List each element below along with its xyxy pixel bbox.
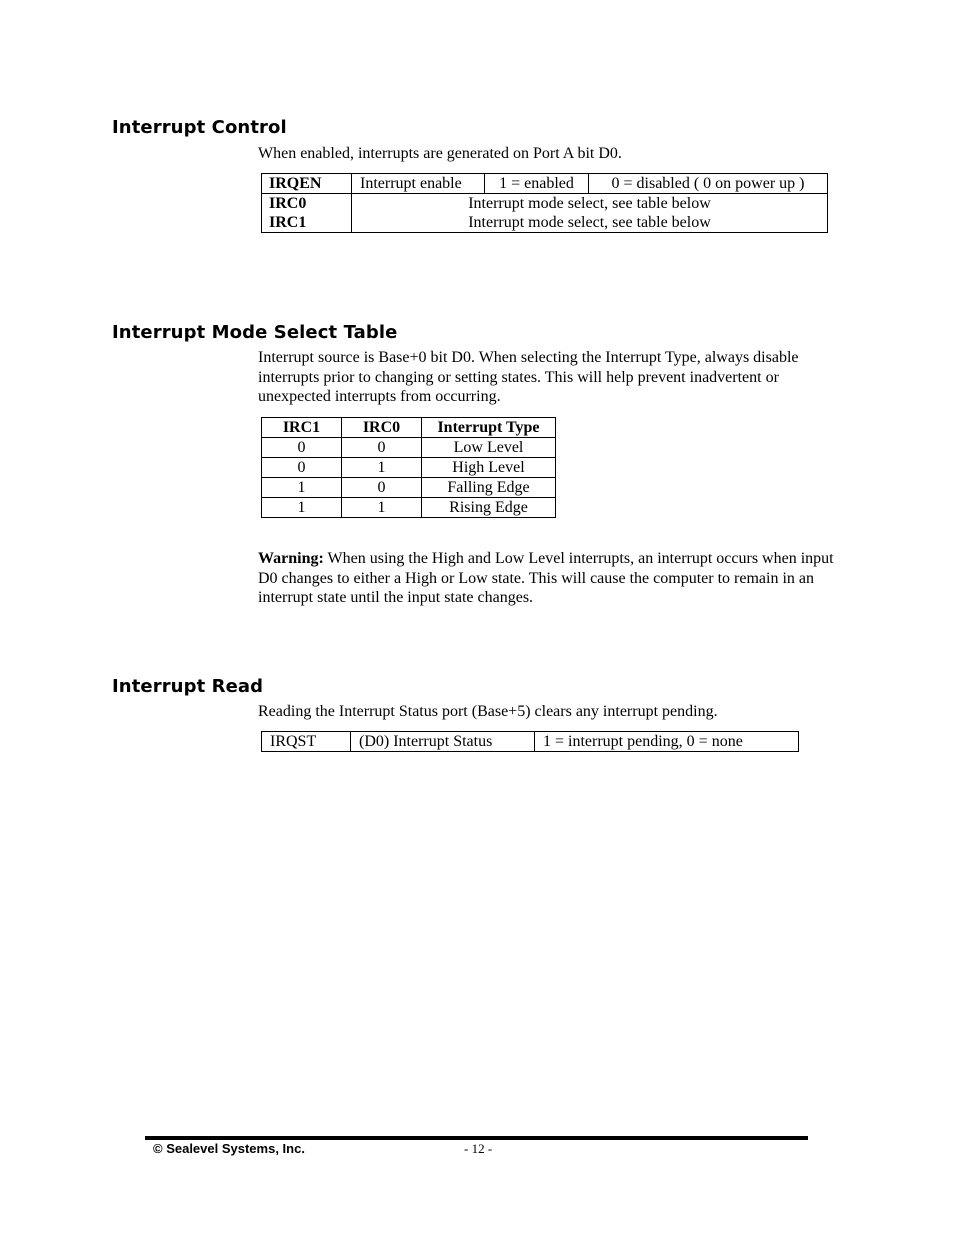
cell: 0 xyxy=(342,478,422,498)
cell: 1 xyxy=(262,498,342,518)
cell: 1 xyxy=(342,458,422,478)
cell: High Level xyxy=(422,458,556,478)
irqst-desc: (D0) Interrupt Status xyxy=(351,732,535,752)
heading-interrupt-read: Interrupt Read xyxy=(112,676,264,697)
irqen-name: IRQEN xyxy=(262,174,352,194)
irc0-desc: Interrupt mode select, see table below xyxy=(352,194,828,214)
warning-text: When using the High and Low Level interrupts, an interrupt occurs when input D0 changes to either a High or Low state. This will cause the computer to remain in an interrupt state until the input state changes. xyxy=(258,550,834,607)
interrupt-mode-intro: Interrupt source is Base+0 bit D0. When selecting the Interrupt Type, always disable interrupts prior to changing or setting states. This will help prevent inadvertent or unexpected interrupts from occurring. xyxy=(258,349,799,406)
interrupt-control-table xyxy=(261,173,828,233)
irc0-name: IRC0 xyxy=(262,194,352,214)
table-row xyxy=(262,458,556,478)
warning-paragraph xyxy=(258,549,848,608)
table-row xyxy=(262,438,556,458)
cell: 1 xyxy=(342,498,422,518)
irqst-name: IRQST xyxy=(262,732,351,752)
irc1-name: IRC1 xyxy=(262,213,352,233)
header-irc1: IRC1 xyxy=(262,418,342,438)
irc1-desc: Interrupt mode select, see table below xyxy=(352,213,828,233)
cell: Rising Edge xyxy=(422,498,556,518)
warning-label: Warning: xyxy=(258,550,324,567)
table-row xyxy=(262,174,828,194)
table-header-row xyxy=(262,418,556,438)
irqen-zero: 0 = disabled ( 0 on power up ) xyxy=(589,174,828,194)
irqen-one: 1 = enabled xyxy=(485,174,589,194)
header-interrupt-type: Interrupt Type xyxy=(422,418,556,438)
cell: Low Level xyxy=(422,438,556,458)
irqen-desc: Interrupt enable xyxy=(352,174,485,194)
interrupt-control-intro: When enabled, interrupts are generated on Port A bit D0. xyxy=(258,145,622,162)
table-row xyxy=(262,213,828,233)
footer-page-number: - 12 - xyxy=(464,1141,493,1156)
interrupt-read-table xyxy=(261,731,799,752)
table-row xyxy=(262,194,828,214)
table-row xyxy=(262,478,556,498)
footer-copyright: © Sealevel Systems, Inc. xyxy=(153,1141,305,1156)
cell: 0 xyxy=(262,438,342,458)
interrupt-mode-table xyxy=(261,417,556,518)
interrupt-read-intro: Reading the Interrupt Status port (Base+5) clears any interrupt pending. xyxy=(258,703,718,720)
table-row xyxy=(262,498,556,518)
cell: 1 xyxy=(262,478,342,498)
header-irc0: IRC0 xyxy=(342,418,422,438)
table-row xyxy=(262,732,799,752)
footer-rule xyxy=(145,1136,808,1140)
cell: Falling Edge xyxy=(422,478,556,498)
heading-interrupt-mode-select: Interrupt Mode Select Table xyxy=(112,322,398,343)
heading-interrupt-control: Interrupt Control xyxy=(112,117,287,138)
irqst-values: 1 = interrupt pending, 0 = none xyxy=(535,732,799,752)
cell: 0 xyxy=(262,458,342,478)
cell: 0 xyxy=(342,438,422,458)
